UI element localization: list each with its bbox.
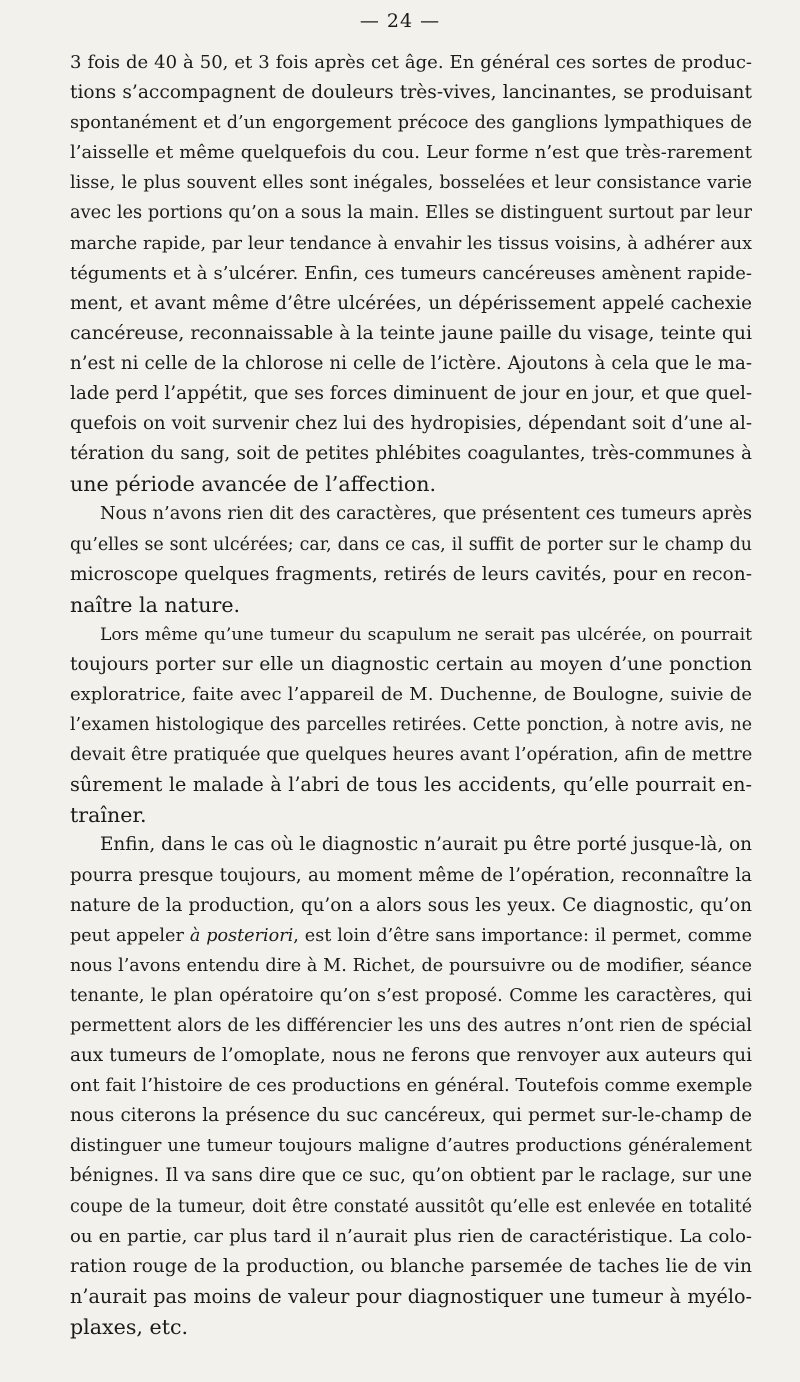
text-line: sûrement le malade à l’abri de tous les accidents, qu’elle pourrait en- [70,773,752,797]
text-line: nous citerons la présence du suc cancéreux, qui permet sur-le-champ de [70,1105,752,1127]
text-line: avec les portions qu’on a sous la main. Elles se distinguent surtout par leur [70,202,752,224]
text-line: tenante, le plan opératoire qu’on s’est proposé. Comme les caractères, qui [70,984,752,1006]
text-line: téguments et à s’ulcérer. Enfin, ces tumeurs cancéreuses amènent rapide- [70,262,752,284]
text-line: cancéreuse, reconnaissable à la teinte jaune paille du visage, teinte qui [70,322,752,344]
text-line: l’examen histologique des parcelles retirées. Cette ponction, à notre avis, ne [70,715,752,736]
text-line: ment, et avant même d’être ulcérées, un dépérissement appelé cachexie [70,292,752,314]
text-line: aux tumeurs de l’omoplate, nous ne ferons que renvoyer aux auteurs qui [70,1045,752,1067]
text-line: ont fait l’histoire de ces productions en général. Toutefois comme exemple [70,1075,753,1097]
text-line: nous l’avons entendu dire à M. Richet, de poursuivre ou de modifier, séance [70,955,752,976]
paragraph-start-line: Nous n’avons rien dit des caractères, que présentent ces tumeurs après [100,503,752,525]
text-line: quefois on voit survenir chez lui des hydropisies, dépendant soit d’une al- [70,413,752,435]
text-line: ration rouge de la production, ou blanche parsemée de taches lie de vin [70,1255,752,1277]
text-line: n’est ni celle de la chlorose ni celle de l’ictère. Ajoutons à cela que le ma- [70,352,752,374]
paragraph-start-line: Lors même qu’une tumeur du scapulum ne serait pas ulcérée, on pourrait [100,624,752,645]
text-line-with-italic [70,921,752,951]
page-number: — 24 — [359,10,441,32]
text-line: ou en partie, car plus tard il n’aurait plus rien de caractéristique. La colo- [70,1225,752,1247]
text-line: toujours porter sur elle un diagnostic certain au moyen d’une ponction [70,653,752,675]
text-fragment: , est loin d’être sans importance: il permet, comme [293,925,752,946]
text-line: tération du sang, soit de petites phlébites coagulantes, très-communes à [70,443,752,465]
text-line: bénignes. Il va sans dire que ce suc, qu’on obtient par le raclage, sur une [70,1165,752,1187]
text-line: distinguer une tumeur toujours maligne d’autres productions généralement [70,1136,752,1157]
body-text [70,48,752,1342]
text-line: l’aisselle et même quelquefois du cou. Leur forme n’est que très-rarement [70,142,752,164]
text-line: 3 fois de 40 à 50, et 3 fois après cet âge. En général ces sortes de produc- [70,52,752,73]
text-line: qu’elles se sont ulcérées; car, dans ce cas, il suffit de porter sur le champ du [70,534,752,555]
text-line: plaxes, etc. [70,1314,189,1339]
italic-phrase: à posteriori [189,925,294,946]
text-line: marche rapide, par leur tendance à envahir les tissus voisins, à adhérer aux [70,233,752,254]
text-line: traîner. [70,803,147,828]
paragraph-start-line: Enfin, dans le cas où le diagnostic n’aurait pu être porté jusque-là, on [100,834,752,856]
text-line: lade perd l’appétit, que ses forces diminuent de jour en jour, et que quel- [70,383,753,405]
text-line: coupe de la tumeur, doit être constaté aussitôt qu’elle est enlevée en totalité [70,1196,752,1217]
text-line: naître la nature. [70,592,241,617]
text-line: permettent alors de les différencier les uns des autres n’ont rien de spécial [70,1015,752,1036]
text-line: nature de la production, qu’on a alors sous les yeux. Ce diagnostic, qu’on [70,894,752,916]
text-line: microscope quelques fragments, retirés de leurs cavités, pour en recon- [70,563,752,585]
text-line: exploratrice, faite avec l’appareil de M. Duchenne, de Boulogne, suivie de [70,683,752,705]
text-line: devait être pratiquée que quelques heures avant l’opération, afin de mettre [70,744,753,766]
text-line: tions s’accompagnent de douleurs très-vives, lancinantes, se produisant [70,82,752,104]
text-line: n’aurait pas moins de valeur pour diagnostiquer une tumeur à myélo- [70,1284,752,1308]
text-line: une période avancée de l’affection. [70,472,437,497]
text-line: spontanément et d’un engorgement précoce des ganglions lympathiques de [70,113,752,134]
text-line: lisse, le plus souvent elles sont inégales, bosselées et leur consistance varie [70,173,752,194]
text-fragment: peut appeler [70,925,190,946]
text-line: pourra presque toujours, au moment même de l’opération, reconnaître la [70,864,752,886]
